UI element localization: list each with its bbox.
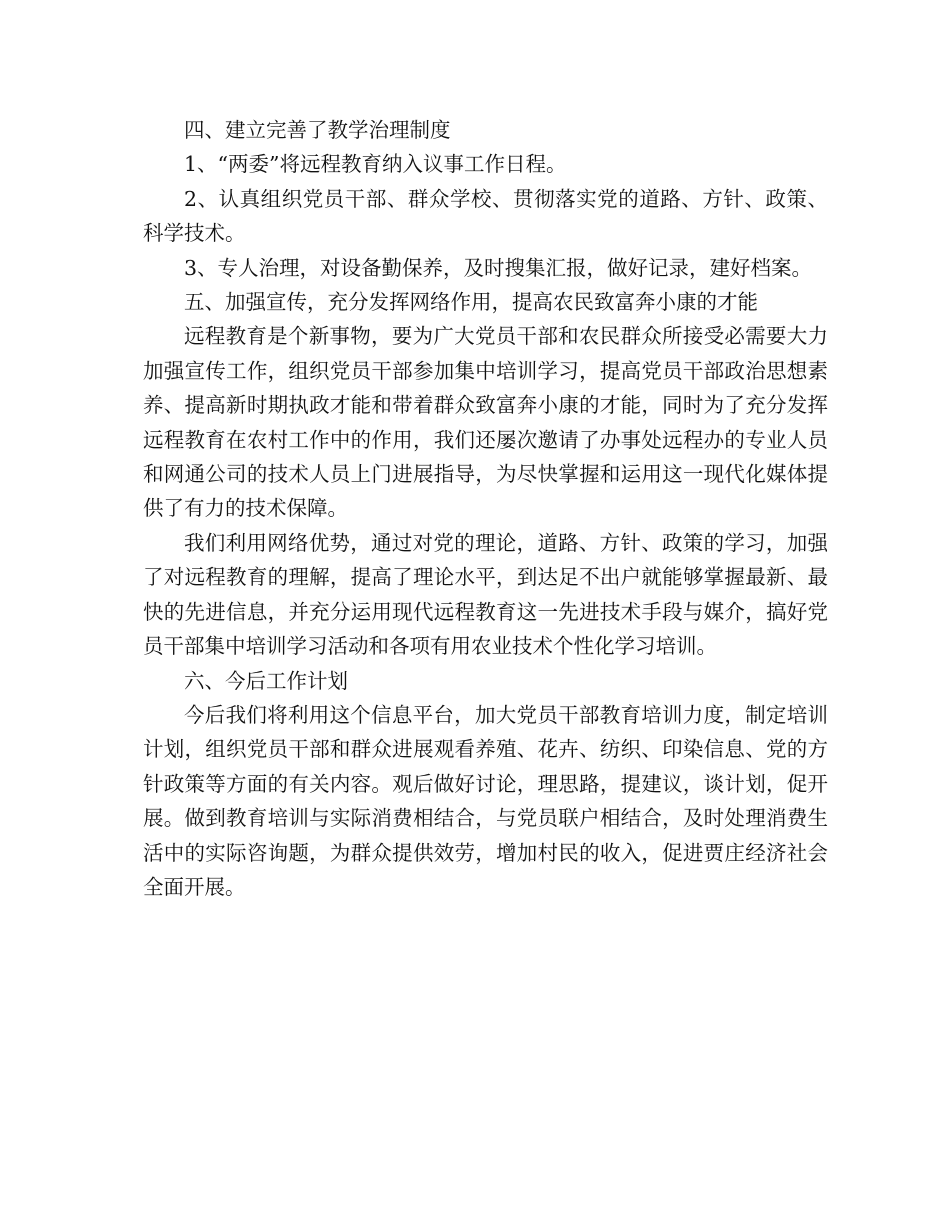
section-heading-4: 四、建立完善了教学治理制度 [184, 118, 451, 142]
document-body [143, 113, 828, 904]
body-paragraph: 远程教育是个新事物，要为广大党员干部和农民群众所接受必需要大力加强宣传工作，组织党员干部参加集中培训学习，提高党员干部政治思想素养、提高新时期执政才能和带着群众致富奔小康的才能，同时为了充分发挥远程教育在农村工作中的作用，我们还屡次邀请了办事处远程办的专业人员和网通公司的技术人员上门进展指导，为尽快掌握和运用这一现代化媒体提供了有力的技术保障。 [143, 324, 828, 521]
list-item-2: 2、认真组织党员干部、群众学校、贯彻落实党的道路、方针、政策、科学技术。 [143, 186, 828, 246]
list-item-3: 3、专人治理，对设备勤保养，及时搜集汇报，做好记录，建好档案。 [184, 255, 813, 280]
section-heading-5: 五、加强宣传，充分发挥网络作用，提高农民致富奔小康的才能 [184, 290, 758, 315]
section-heading-6: 六、今后工作计划 [184, 668, 348, 693]
list-item-1: 1、“两委”将远程教育纳入议事工作日程。 [184, 152, 567, 177]
body-paragraph: 今后我们将利用这个信息平台，加大党员干部教育培训力度，制定培训计划，组织党员干部和群众进展观看养殖、花卉、纺织、印染信息、党的方针政策等方面的有关内容。观后做好讨论，理思路，提建议，谈计划，促开展。做到教育培训与实际消费相结合，与党员联户相结合，及时处理消费生活中的实际咨询题，为群众提供效劳，增加村民的收入，促进贾庄经济社会全面开展。 [143, 702, 828, 899]
body-paragraph: 我们利用网络优势，通过对党的理论，道路、方针、政策的学习，加强了对远程教育的理解，提高了理论水平，到达足不出户就能够掌握最新、最快的先进信息，并充分运用现代远程教育这一先进技术手段与媒介，搞好党员干部集中培训学习活动和各项有用农业技术个性化学习培训。 [143, 530, 828, 659]
